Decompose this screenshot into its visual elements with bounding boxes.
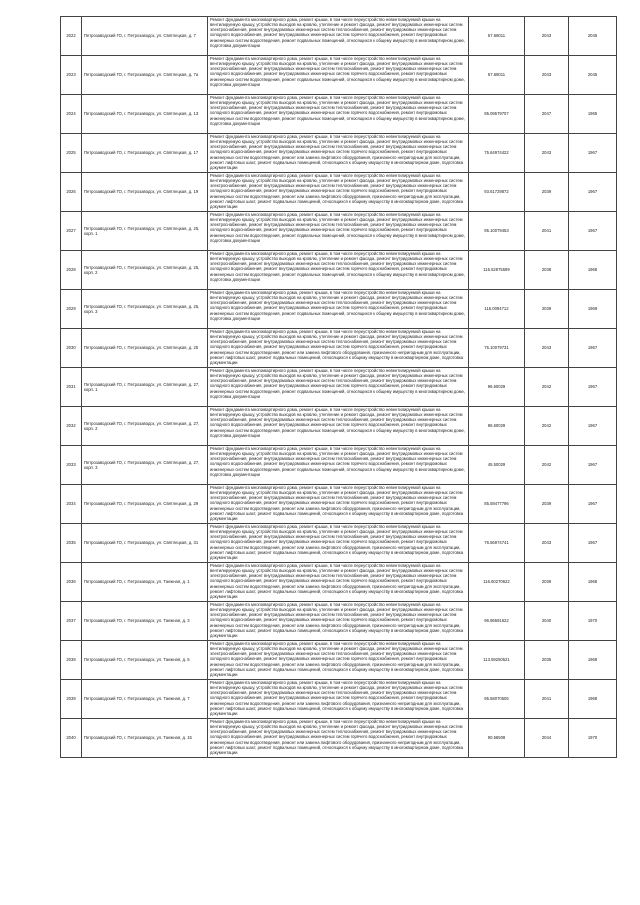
table-row [61,17,617,56]
row-number: 2040 [61,719,82,758]
row-year-built: 1967 [569,173,617,212]
row-cost-value: 95.58070505 [469,680,525,719]
row-works-text: Ремонт фундамента многоквартирного дома, ремонт крыши, в том числе переустройство невентилируемой крыши на вентилируемую крышу, устройство выходов на кровлю, утепление и ремонт фасада, ремонт внутридомовых инженерных систем электроснабжения, ремонт внутридомовых инженерных систем теплоснабжения, ремонт внутридомовых инженерных систем холодного водоснабжения, ремонт внутридомовых инженерных систем горячего водоснабжения, ремонт внутридомовых инженерных систем водоотведения, ремонт или замена лифтового оборудования, признанного непригодным для эксплуатации, ремонт лифтовых шахт, ремонт подвальных помещений, относящихся к общему имуществу в многоквартирном доме, подготовка документации [210,602,464,638]
row-number: 2023 [61,56,82,95]
row-works-description [208,563,469,602]
row-works-description [208,212,469,251]
row-cost-value: 85.59477796 [469,485,525,524]
row-works-text: Ремонт фундамента многоквартирного дома, ремонт крыши, в том числе переустройство невентилируемой крыши на вентилируемую крышу, устройство выходов на кровлю, утепление и ремонт фасада, ремонт внутридомовых инженерных систем электроснабжения, ремонт внутридомовых инженерных систем теплоснабжения, ремонт внутридомовых инженерных систем холодного водоснабжения, ремонт внутридомовых инженерных систем горячего водоснабжения, ремонт внутридомовых инженерных систем водоотведения, ремонт подвальных помещений, относящихся к общему имуществу в многоквартирном доме, подготовка документации [210,290,465,321]
row-cost-value: 116.0094712 [469,290,525,329]
row-address: Петрозаводский ГО, г. Петрозаводск, ул. Святлецкая, д. 25, корп. 1 [82,212,208,251]
row-year-planned: 2039 [525,173,569,212]
row-year-planned: 2042 [525,407,569,446]
row-year-built: 1967 [569,212,617,251]
row-year-planned: 2039 [525,485,569,524]
table-row [61,173,617,212]
row-cost-value: 90.56508 [469,719,525,758]
row-year-planned: 2043 [525,524,569,563]
row-year-built: 2045 [569,17,617,56]
row-year-built: 1969 [569,290,617,329]
row-works-text: Ремонт фундамента многоквартирного дома, ремонт крыши, в том числе переустройство невентилируемой крыши на вентилируемую крышу, устройство выходов на кровлю, утепление и ремонт фасада, ремонт внутридомовых инженерных систем электроснабжения, ремонт внутридомовых инженерных систем теплоснабжения, ремонт внутридомовых инженерных систем холодного водоснабжения, ремонт внутридомовых инженерных систем горячего водоснабжения, ремонт внутридомовых инженерных систем водоотведения, ремонт или замена лифтового оборудования, признанного непригодным для эксплуатации, ремонт лифтовых шахт, ремонт подвальных помещений, относящихся к общему имуществу в многоквартирном доме, подготовка документации [210,329,464,365]
row-address: Петрозаводский ГО, г. Петрозаводск, ул. Святлецкая, д. 25, корп. 2 [82,251,208,290]
row-address: Петрозаводский ГО, г. Петрозаводск, ул. Таежная, д. 5 [82,641,208,680]
row-works-text: Ремонт фундамента многоквартирного дома, ремонт крыши, в том числе переустройство невентилируемой крыши на вентилируемую крышу, устройство выходов на кровлю, утепление и ремонт фасада, ремонт внутридомовых инженерных систем электроснабжения, ремонт внутридомовых инженерных систем теплоснабжения, ремонт внутридомовых инженерных систем холодного водоснабжения, ремонт внутридомовых инженерных систем горячего водоснабжения, ремонт внутридомовых инженерных систем водоотведения, ремонт подвальных помещений, относящихся к общему имуществу в многоквартирном доме, подготовка документации [210,56,465,87]
table-row [61,407,617,446]
row-works-description [208,290,469,329]
row-works-text: Ремонт фундамента многоквартирного дома, ремонт крыши, в том числе переустройство невентилируемой крыши на вентилируемую крышу, устройство выходов на кровлю, утепление и ремонт фасада, ремонт внутридомовых инженерных систем электроснабжения, ремонт внутридомовых инженерных систем теплоснабжения, ремонт внутридомовых инженерных систем холодного водоснабжения, ремонт внутридомовых инженерных систем горячего водоснабжения, ремонт внутридомовых инженерных систем водоотведения, ремонт или замена лифтового оборудования, признанного непригодным для эксплуатации, ремонт лифтовых шахт, ремонт подвальных помещений, относящихся к общему имуществу в многоквартирном доме, подготовка документации [210,173,464,209]
row-works-text: Ремонт фундамента многоквартирного дома, ремонт крыши, в том числе переустройство невентилируемой крыши на вентилируемую крышу, устройство выходов на кровлю, утепление и ремонт фасада, ремонт внутридомовых инженерных систем электроснабжения, ремонт внутридомовых инженерных систем теплоснабжения, ремонт внутридомовых инженерных систем холодного водоснабжения, ремонт внутридомовых инженерных систем горячего водоснабжения, ремонт внутридомовых инженерных систем водоотведения, ремонт подвальных помещений, относящихся к общему имуществу в многоквартирном доме, подготовка документации [210,212,465,243]
row-address: Петрозаводский ГО, г. Петрозаводск, ул. Святлецкая, д. 29 [82,485,208,524]
row-works-text: Ремонт фундамента многоквартирного дома, ремонт крыши, в том числе переустройство невентилируемой крыши на вентилируемую крышу, устройство выходов на кровлю, утепление и ремонт фасада, ремонт внутридомовых инженерных систем электроснабжения, ремонт внутридомовых инженерных систем теплоснабжения, ремонт внутридомовых инженерных систем холодного водоснабжения, ремонт внутридомовых инженерных систем горячего водоснабжения, ремонт внутридомовых инженерных систем водоотведения, ремонт или замена лифтового оборудования, признанного непригодным для эксплуатации, ремонт лифтовых шахт, ремонт подвальных помещений, относящихся к общему имуществу в многоквартирном доме, подготовка документации [210,134,464,170]
row-works-description [208,524,469,563]
row-works-text: Ремонт фундамента многоквартирного дома, ремонт крыши, в том числе переустройство невентилируемой крыши на вентилируемую крышу, устройство выходов на кровлю, утепление и ремонт фасада, ремонт внутридомовых инженерных систем электроснабжения, ремонт внутридомовых инженерных систем теплоснабжения, ремонт внутридомовых инженерных систем холодного водоснабжения, ремонт внутридомовых инженерных систем горячего водоснабжения, ремонт внутридомовых инженерных систем водоотведения, ремонт или замена лифтового оборудования, признанного непригодным для эксплуатации, ремонт лифтовых шахт, ремонт подвальных помещений, относящихся к общему имуществу в многоквартирном доме, подготовка документации [210,641,464,677]
row-number: 2025 [61,134,82,173]
row-year-built: 1967 [569,485,617,524]
row-year-planned: 2039 [525,563,569,602]
table-row [61,134,617,173]
row-works-description [208,173,469,212]
row-year-planned: 2041 [525,212,569,251]
row-number: 2029 [61,290,82,329]
row-number: 2036 [61,563,82,602]
row-year-built: 1967 [569,134,617,173]
row-works-text: Ремонт фундамента многоквартирного дома, ремонт крыши, в том числе переустройство невентилируемой крыши на вентилируемую крышу, устройство выходов на кровлю, утепление и ремонт фасада, ремонт внутридомовых инженерных систем электроснабжения, ремонт внутридомовых инженерных систем теплоснабжения, ремонт внутридомовых инженерных систем холодного водоснабжения, ремонт внутридомовых инженерных систем горячего водоснабжения, ремонт внутридомовых инженерных систем водоотведения, ремонт или замена лифтового оборудования, признанного непригодным для эксплуатации, ремонт лифтовых шахт, ремонт подвальных помещений, относящихся к общему имуществу в многоквартирном доме, подготовка документации [210,524,464,560]
row-works-text: Ремонт фундамента многоквартирного дома, ремонт крыши, в том числе переустройство невентилируемой крыши на вентилируемую крышу, устройство выходов на кровлю, утепление и ремонт фасада, ремонт внутридомовых инженерных систем электроснабжения, ремонт внутридомовых инженерных систем теплоснабжения, ремонт внутридомовых инженерных систем холодного водоснабжения, ремонт внутридомовых инженерных систем горячего водоснабжения, ремонт внутридомовых инженерных систем водоотведения, ремонт подвальных помещений, относящихся к общему имуществу в многоквартирном доме, подготовка документации [210,407,465,438]
table-row [61,485,617,524]
row-number: 2030 [61,329,82,368]
row-cost-value: 113.59250521 [469,641,525,680]
row-year-planned: 2040 [525,602,569,641]
table-row [61,680,617,719]
row-address: Петрозаводский ГО, г. Петрозаводск, ул. Святлецкая, д. 27, корп. 2 [82,407,208,446]
row-year-planned: 2035 [525,641,569,680]
row-year-planned: 2042 [525,446,569,485]
document-page [60,16,616,758]
row-cost-value: 96.60029 [469,368,525,407]
row-works-description [208,446,469,485]
row-works-text: Ремонт фундамента многоквартирного дома, ремонт крыши, в том числе переустройство невентилируемой крыши на вентилируемую крышу, устройство выходов на кровлю, утепление и ремонт фасада, ремонт внутридомовых инженерных систем электроснабжения, ремонт внутридомовых инженерных систем теплоснабжения, ремонт внутридомовых инженерных систем холодного водоснабжения, ремонт внутридомовых инженерных систем горячего водоснабжения, ремонт внутридомовых инженерных систем водоотведения, ремонт или замена лифтового оборудования, признанного непригодным для эксплуатации, ремонт лифтовых шахт, ремонт подвальных помещений, относящихся к общему имуществу в многоквартирном доме, подготовка документации [210,680,464,716]
row-year-built: 1965 [569,95,617,134]
row-year-built: 1967 [569,407,617,446]
row-cost-value: 76.56974741 [469,524,525,563]
row-cost-value: 75.10079731 [469,329,525,368]
row-works-description [208,641,469,680]
row-works-description [208,485,469,524]
row-year-planned: 2041 [525,680,569,719]
row-number: 2026 [61,173,82,212]
row-year-built: 1968 [569,680,617,719]
row-cost-value: 116.60270622 [469,563,525,602]
row-works-description [208,407,469,446]
row-number: 2039 [61,680,82,719]
table-row [61,446,617,485]
row-year-planned: 2043 [525,134,569,173]
row-address: Петрозаводский ГО, г. Петрозаводск, ул. Святлецкая, д. 27, корп. 1 [82,368,208,407]
table-row [61,524,617,563]
row-cost-value: 45.50029 [469,446,525,485]
table-row [61,212,617,251]
table-row [61,602,617,641]
row-cost-value: 57.68011 [469,56,525,95]
row-address: Петрозаводский ГО, г. Петрозаводск, ул. Святлецкая, д. 7 [82,17,208,56]
row-works-description [208,95,469,134]
row-address: Петрозаводский ГО, г. Петрозаводск, ул. Святлецкая, д. 7а [82,56,208,95]
row-works-text: Ремонт фундамента многоквартирного дома, ремонт крыши, в том числе переустройство невентилируемой крыши на вентилируемую крышу, устройство выходов на кровлю, утепление и ремонт фасада, ремонт внутридомовых инженерных систем электроснабжения, ремонт внутридомовых инженерных систем теплоснабжения, ремонт внутридомовых инженерных систем холодного водоснабжения, ремонт внутридомовых инженерных систем горячего водоснабжения, ремонт внутридомовых инженерных систем водоотведения, ремонт или замена лифтового оборудования, признанного непригодным для эксплуатации, ремонт лифтовых шахт, ремонт подвальных помещений, относящихся к общему имуществу в многоквартирном доме, подготовка документации [210,485,464,521]
row-cost-value: 115.52875599 [469,251,525,290]
row-year-built: 1967 [569,368,617,407]
row-year-planned: 2043 [525,56,569,95]
row-number: 2027 [61,212,82,251]
row-works-description [208,134,469,173]
row-works-description [208,251,469,290]
row-number: 2024 [61,95,82,134]
row-number: 2032 [61,407,82,446]
row-works-description [208,602,469,641]
row-address: Петрозаводский ГО, г. Петрозаводск, ул. Святлецкая, д. 19 [82,173,208,212]
table-row [61,329,617,368]
row-number: 2031 [61,368,82,407]
row-year-built: 1968 [569,563,617,602]
row-year-planned: 2044 [525,719,569,758]
row-works-text: Ремонт фундамента многоквартирного дома, ремонт крыши, в том числе переустройство невентилируемой крыши на вентилируемую крышу, устройство выходов на кровлю, утепление и ремонт фасада, ремонт внутридомовых инженерных систем электроснабжения, ремонт внутридомовых инженерных систем теплоснабжения, ремонт внутридомовых инженерных систем холодного водоснабжения, ремонт внутридомовых инженерных систем горячего водоснабжения, ремонт внутридомовых инженерных систем водоотведения, ремонт подвальных помещений, относящихся к общему имуществу в многоквартирном доме, подготовка документации [210,95,465,126]
row-year-built: 1967 [569,446,617,485]
table-body [61,17,617,758]
table-row [61,290,617,329]
row-address: Петрозаводский ГО, г. Петрозаводск, ул. Таежная, д. 1 [82,563,208,602]
row-year-planned: 2042 [525,368,569,407]
row-year-planned: 2047 [525,95,569,134]
row-cost-value: 57.68011 [469,17,525,56]
row-number: 2028 [61,251,82,290]
row-year-built: 1970 [569,719,617,758]
row-address: Петрозаводский ГО, г. Петрозаводск, ул. Святлецкая, д. 13 [82,95,208,134]
row-year-planned: 2039 [525,290,569,329]
table-row [61,251,617,290]
row-year-built: 1968 [569,641,617,680]
row-works-description [208,56,469,95]
row-year-built: 2045 [569,56,617,95]
row-cost-value: 96.96591622 [469,602,525,641]
row-number: 2037 [61,602,82,641]
table-row [61,95,617,134]
row-works-text: Ремонт фундамента многоквартирного дома, ремонт крыши, в том числе переустройство невентилируемой крыши на вентилируемую крышу, устройство выходов на кровлю, утепление и ремонт фасада, ремонт внутридомовых инженерных систем электроснабжения, ремонт внутридомовых инженерных систем теплоснабжения, ремонт внутридомовых инженерных систем холодного водоснабжения, ремонт внутридомовых инженерных систем горячего водоснабжения, ремонт внутридомовых инженерных систем водоотведения, ремонт подвальных помещений, относящихся к общему имуществу в многоквартирном доме, подготовка документации [210,368,465,399]
row-cost-value: 93.61729872 [469,173,525,212]
row-cost-value: 95.09579707 [469,95,525,134]
row-cost-value: 95.10079453 [469,212,525,251]
row-year-planned: 2043 [525,17,569,56]
capital-repair-table [60,16,617,758]
row-cost-value: 96.60029 [469,407,525,446]
row-year-planned: 2043 [525,329,569,368]
row-works-description [208,680,469,719]
table-row [61,641,617,680]
table-row [61,563,617,602]
row-year-planned: 2038 [525,251,569,290]
row-address: Петрозаводский ГО, г. Петрозаводск, ул. Святлецкая, д. 27, корп. 3 [82,446,208,485]
row-works-text: Ремонт фундамента многоквартирного дома, ремонт крыши, в том числе переустройство невентилируемой крыши на вентилируемую крышу, устройство выходов на кровлю, утепление и ремонт фасада, ремонт внутридомовых инженерных систем электроснабжения, ремонт внутридомовых инженерных систем теплоснабжения, ремонт внутридомовых инженерных систем холодного водоснабжения, ремонт внутридомовых инженерных систем горячего водоснабжения, ремонт внутридомовых инженерных систем водоотведения, ремонт подвальных помещений, относящихся к общему имуществу в многоквартирном доме, подготовка документации [210,251,465,282]
row-works-text: Ремонт фундамента многоквартирного дома, ремонт крыши, в том числе переустройство невентилируемой крыши на вентилируемую крышу, устройство выходов на кровлю, утепление и ремонт фасада, ремонт внутридомовых инженерных систем электроснабжения, ремонт внутридомовых инженерных систем теплоснабжения, ремонт внутридомовых инженерных систем холодного водоснабжения, ремонт внутридомовых инженерных систем горячего водоснабжения, ремонт внутридомовых инженерных систем водоотведения, ремонт подвальных помещений, относящихся к общему имуществу в многоквартирном доме, подготовка документации [210,17,465,48]
row-number: 2034 [61,485,82,524]
row-works-text: Ремонт фундамента многоквартирного дома, ремонт крыши, в том числе переустройство невентилируемой крыши на вентилируемую крышу, устройство выходов на кровлю, утепление и ремонт фасада, ремонт внутридомовых инженерных систем электроснабжения, ремонт внутридомовых инженерных систем теплоснабжения, ремонт внутридомовых инженерных систем холодного водоснабжения, ремонт внутридомовых инженерных систем горячего водоснабжения, ремонт внутридомовых инженерных систем водоотведения, ремонт или замена лифтового оборудования, признанного непригодным для эксплуатации, ремонт лифтовых шахт, ремонт подвальных помещений, относящихся к общему имуществу в многоквартирном доме, подготовка документации [210,719,464,755]
table-row [61,719,617,758]
row-year-built: 1970 [569,602,617,641]
row-number: 2033 [61,446,82,485]
row-address: Петрозаводский ГО, г. Петрозаводск, ул. Святлецкая, д. 25, корп. 3 [82,290,208,329]
table-row [61,56,617,95]
row-year-built: 1967 [569,524,617,563]
row-address: Петрозаводский ГО, г. Петрозаводск, ул. Таежная, д. 3 [82,602,208,641]
row-works-description [208,329,469,368]
row-works-description [208,17,469,56]
row-number: 2038 [61,641,82,680]
row-number: 2022 [61,17,82,56]
row-number: 2035 [61,524,82,563]
row-address: Петрозаводский ГО, г. Петрозаводск, ул. Святлецкая, д. 31 [82,524,208,563]
row-works-text: Ремонт фундамента многоквартирного дома, ремонт крыши, в том числе переустройство невентилируемой крыши на вентилируемую крышу, устройство выходов на кровлю, утепление и ремонт фасада, ремонт внутридомовых инженерных систем электроснабжения, ремонт внутридомовых инженерных систем теплоснабжения, ремонт внутридомовых инженерных систем холодного водоснабжения, ремонт внутридомовых инженерных систем горячего водоснабжения, ремонт внутридомовых инженерных систем водоотведения, ремонт подвальных помещений, относящихся к общему имуществу в многоквартирном доме, подготовка документации [210,446,465,477]
row-works-text: Ремонт фундамента многоквартирного дома, ремонт крыши, в том числе переустройство невентилируемой крыши на вентилируемую крышу, устройство выходов на кровлю, утепление и ремонт фасада, ремонт внутридомовых инженерных систем электроснабжения, ремонт внутридомовых инженерных систем теплоснабжения, ремонт внутридомовых инженерных систем холодного водоснабжения, ремонт внутридомовых инженерных систем горячего водоснабжения, ремонт внутридомовых инженерных систем водоотведения, ремонт или замена лифтового оборудования, признанного непригодным для эксплуатации, ремонт лифтовых шахт, ремонт подвальных помещений, относящихся к общему имуществу в многоквартирном доме, подготовка документации [210,563,464,599]
row-year-built: 1968 [569,251,617,290]
row-year-built: 1967 [569,329,617,368]
row-works-description [208,719,469,758]
row-address: Петрозаводский ГО, г. Петрозаводск, ул. Святлецкая, д. 25 [82,329,208,368]
row-works-description [208,368,469,407]
row-address: Петрозаводский ГО, г. Петрозаводск, ул. Святлецкая, д. 17 [82,134,208,173]
row-address: Петрозаводский ГО, г. Петрозаводск, ул. Таежная, д. 15 [82,719,208,758]
row-address: Петрозаводский ГО, г. Петрозаводск, ул. Таежная, д. 7 [82,680,208,719]
table-row [61,368,617,407]
row-cost-value: 75.64974422 [469,134,525,173]
